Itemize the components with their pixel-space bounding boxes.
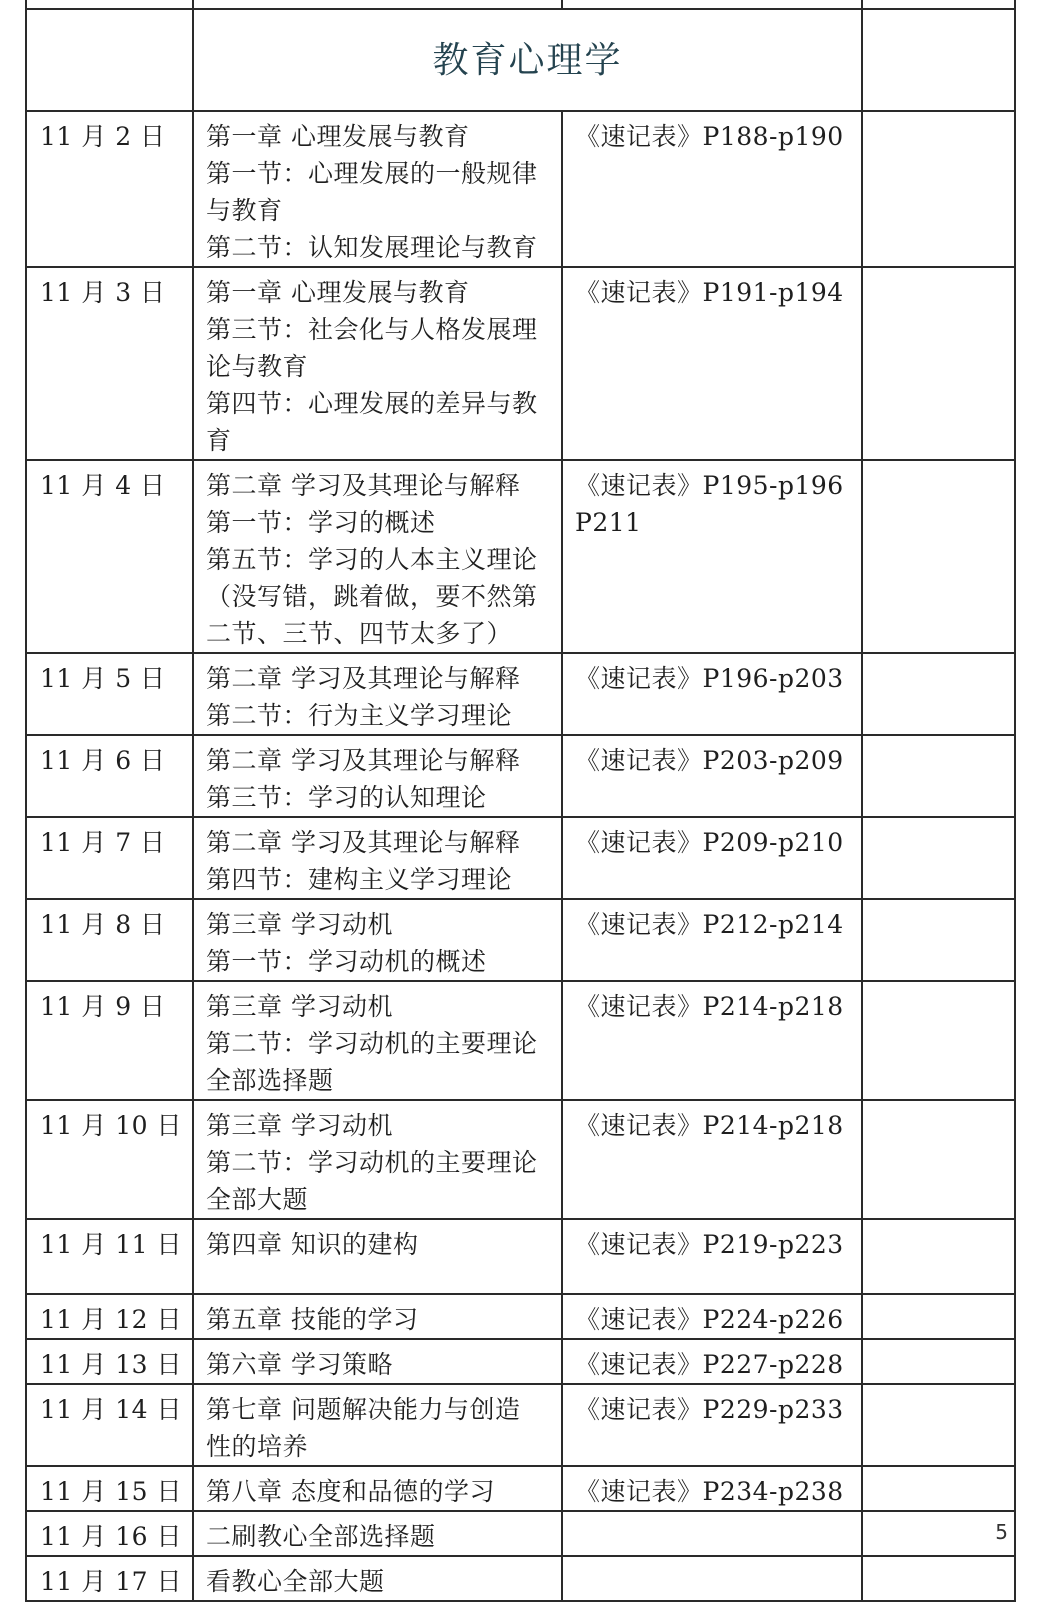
content-line: 第二章 学习及其理论与解释: [206, 746, 521, 775]
content-cell: [193, 0, 562, 9]
notes-cell: [862, 9, 1015, 111]
content-line: 第三章 学习动机: [206, 1111, 393, 1140]
content-line: 第一章 心理发展与教育: [206, 122, 470, 151]
reference-cell: [562, 1100, 862, 1219]
date-cell: 11 月 14 日: [26, 1384, 193, 1466]
table-row: [26, 1466, 1015, 1511]
content-cell: [193, 735, 562, 817]
content-line: 育: [206, 426, 232, 455]
content-line: 全部大题: [206, 1185, 309, 1214]
reference-cell: [562, 1294, 862, 1339]
content-cell: [193, 1384, 562, 1466]
content-line: 论与教育: [206, 352, 309, 381]
content-line: 二刷教心全部选择题: [206, 1522, 436, 1551]
content-line: （没写错，跳着做，要不然第: [206, 582, 538, 611]
notes-cell: [862, 1556, 1015, 1601]
content-cell: [193, 111, 562, 267]
date-cell: [26, 0, 193, 9]
notes-cell: [862, 1466, 1015, 1511]
notes-cell: [862, 111, 1015, 267]
content-line: 看教心全部大题: [206, 1567, 385, 1596]
table-row: [26, 460, 1015, 653]
content-cell: [193, 1511, 562, 1556]
content-line: 第八章 态度和品德的学习: [206, 1477, 495, 1506]
notes-cell: [862, 817, 1015, 899]
table-row: [26, 899, 1015, 981]
reference-cell: [562, 267, 862, 460]
notes-cell: [862, 1384, 1015, 1466]
content-cell: [193, 1219, 562, 1294]
table-row: [26, 1219, 1015, 1294]
content-line: 第四节：建构主义学习理论: [206, 865, 513, 894]
content-line: 第一章 心理发展与教育: [206, 278, 470, 307]
content-line: 第二章 学习及其理论与解释: [206, 471, 521, 500]
reference-line: 《速记表》P209-p210: [575, 828, 844, 857]
reference-line: 《速记表》P219-p223: [575, 1230, 844, 1259]
content-line: 第三节：社会化与人格发展理: [206, 315, 538, 344]
reference-cell: [562, 1339, 862, 1384]
date-cell: 11 月 10 日: [26, 1100, 193, 1219]
table-row: [26, 111, 1015, 267]
reference-cell: [562, 0, 862, 9]
notes-cell: [862, 899, 1015, 981]
reference-cell: [562, 899, 862, 981]
date-cell: 11 月 12 日: [26, 1294, 193, 1339]
reference-cell: [562, 111, 862, 267]
date-cell: 11 月 2 日: [26, 111, 193, 267]
date-cell: 11 月 15 日: [26, 1466, 193, 1511]
reference-cell: [562, 653, 862, 735]
table-row: [26, 1339, 1015, 1384]
content-line: 第二节：学习动机的主要理论: [206, 1148, 538, 1177]
date-cell: 11 月 17 日: [26, 1556, 193, 1601]
content-cell: [193, 1556, 562, 1601]
notes-cell: [862, 1100, 1015, 1219]
content-cell: [193, 1466, 562, 1511]
content-line: 第二节：认知发展理论与教育: [206, 233, 538, 262]
reference-cell: [562, 1556, 862, 1601]
content-line: 第五章 技能的学习: [206, 1305, 419, 1334]
notes-cell: [862, 460, 1015, 653]
content-line: 第四章 知识的建构: [206, 1230, 419, 1259]
table-row: [26, 981, 1015, 1100]
reference-line: 《速记表》P195-p196: [575, 471, 844, 500]
content-line: 二节、三节、四节太多了）: [206, 619, 513, 648]
content-line: 第三节：学习的认知理论: [206, 783, 487, 812]
notes-cell: [862, 0, 1015, 9]
notes-cell: [862, 653, 1015, 735]
reference-line: 《速记表》P229-p233: [575, 1395, 844, 1424]
table-row: [26, 1384, 1015, 1466]
notes-cell: [862, 1511, 1015, 1556]
reference-line: 《速记表》P191-p194: [575, 278, 844, 307]
reference-cell: [562, 1384, 862, 1466]
content-cell: [193, 1339, 562, 1384]
content-cell: [193, 460, 562, 653]
date-cell: 11 月 6 日: [26, 735, 193, 817]
table-row: [26, 735, 1015, 817]
reference-line: 《速记表》P227-p228: [575, 1350, 844, 1379]
content-cell: [193, 1100, 562, 1219]
content-line: 第三章 学习动机: [206, 910, 393, 939]
reference-cell: [562, 1219, 862, 1294]
reference-line: 《速记表》P214-p218: [575, 992, 844, 1021]
table-row: [26, 653, 1015, 735]
previous-row-fragment: [26, 0, 1015, 9]
notes-cell: [862, 735, 1015, 817]
reference-line: P211: [575, 508, 642, 537]
reference-line: 《速记表》P196-p203: [575, 664, 844, 693]
reference-line: 《速记表》P212-p214: [575, 910, 844, 939]
notes-cell: [862, 267, 1015, 460]
table-row: [26, 1100, 1015, 1219]
date-cell: 11 月 5 日: [26, 653, 193, 735]
notes-cell: [862, 1294, 1015, 1339]
content-line: 第二章 学习及其理论与解释: [206, 828, 521, 857]
content-cell: [193, 817, 562, 899]
table-row: [26, 817, 1015, 899]
date-cell: 11 月 8 日: [26, 899, 193, 981]
content-line: 第六章 学习策略: [206, 1350, 393, 1379]
reference-line: 《速记表》P224-p226: [575, 1305, 844, 1334]
date-cell: 11 月 13 日: [26, 1339, 193, 1384]
content-cell: [193, 1294, 562, 1339]
content-cell: [193, 267, 562, 460]
date-cell: 11 月 16 日: [26, 1511, 193, 1556]
study-plan-table: [25, 0, 1016, 1602]
content-line: 第七章 问题解决能力与创造: [206, 1395, 521, 1424]
reference-cell: [562, 817, 862, 899]
content-line: 性的培养: [206, 1432, 309, 1461]
date-cell: 11 月 4 日: [26, 460, 193, 653]
content-line: 第一节：学习动机的概述: [206, 947, 487, 976]
content-line: 第一节：学习的概述: [206, 508, 436, 537]
reference-line: 《速记表》P203-p209: [575, 746, 844, 775]
table-row: [26, 267, 1015, 460]
notes-cell: [862, 981, 1015, 1100]
section-title-row: [26, 9, 1015, 111]
content-line: 与教育: [206, 196, 283, 225]
table-row: [26, 1556, 1015, 1601]
content-line: 第五节：学习的人本主义理论: [206, 545, 538, 574]
content-line: 第二节：行为主义学习理论: [206, 701, 513, 730]
reference-line: 《速记表》P188-p190: [575, 122, 844, 151]
study-plan-body: [26, 0, 1015, 1601]
reference-cell: [562, 1511, 862, 1556]
content-cell: [193, 653, 562, 735]
date-cell: 11 月 3 日: [26, 267, 193, 460]
reference-cell: [562, 981, 862, 1100]
reference-line: 《速记表》P214-p218: [575, 1111, 844, 1140]
date-cell: 11 月 7 日: [26, 817, 193, 899]
content-line: 第二节：学习动机的主要理论: [206, 1029, 538, 1058]
date-cell: 11 月 11 日: [26, 1219, 193, 1294]
table-row: [26, 1511, 1015, 1556]
content-line: 第一节：心理发展的一般规律: [206, 159, 538, 188]
content-line: 全部选择题: [206, 1066, 334, 1095]
notes-cell: [862, 1219, 1015, 1294]
content-line: 第二章 学习及其理论与解释: [206, 664, 521, 693]
reference-cell: [562, 1466, 862, 1511]
content-cell: [193, 899, 562, 981]
notes-cell: [862, 1339, 1015, 1384]
reference-cell: [562, 735, 862, 817]
content-line: 第三章 学习动机: [206, 992, 393, 1021]
date-cell: [26, 9, 193, 111]
content-line: 第四节：心理发展的差异与教: [206, 389, 538, 418]
reference-line: 《速记表》P234-p238: [575, 1477, 844, 1506]
reference-cell: [562, 460, 862, 653]
table-row: [26, 1294, 1015, 1339]
page-number: 5: [995, 1520, 1008, 1544]
date-cell: 11 月 9 日: [26, 981, 193, 1100]
section-title: 教育心理学: [193, 9, 862, 111]
content-cell: [193, 981, 562, 1100]
